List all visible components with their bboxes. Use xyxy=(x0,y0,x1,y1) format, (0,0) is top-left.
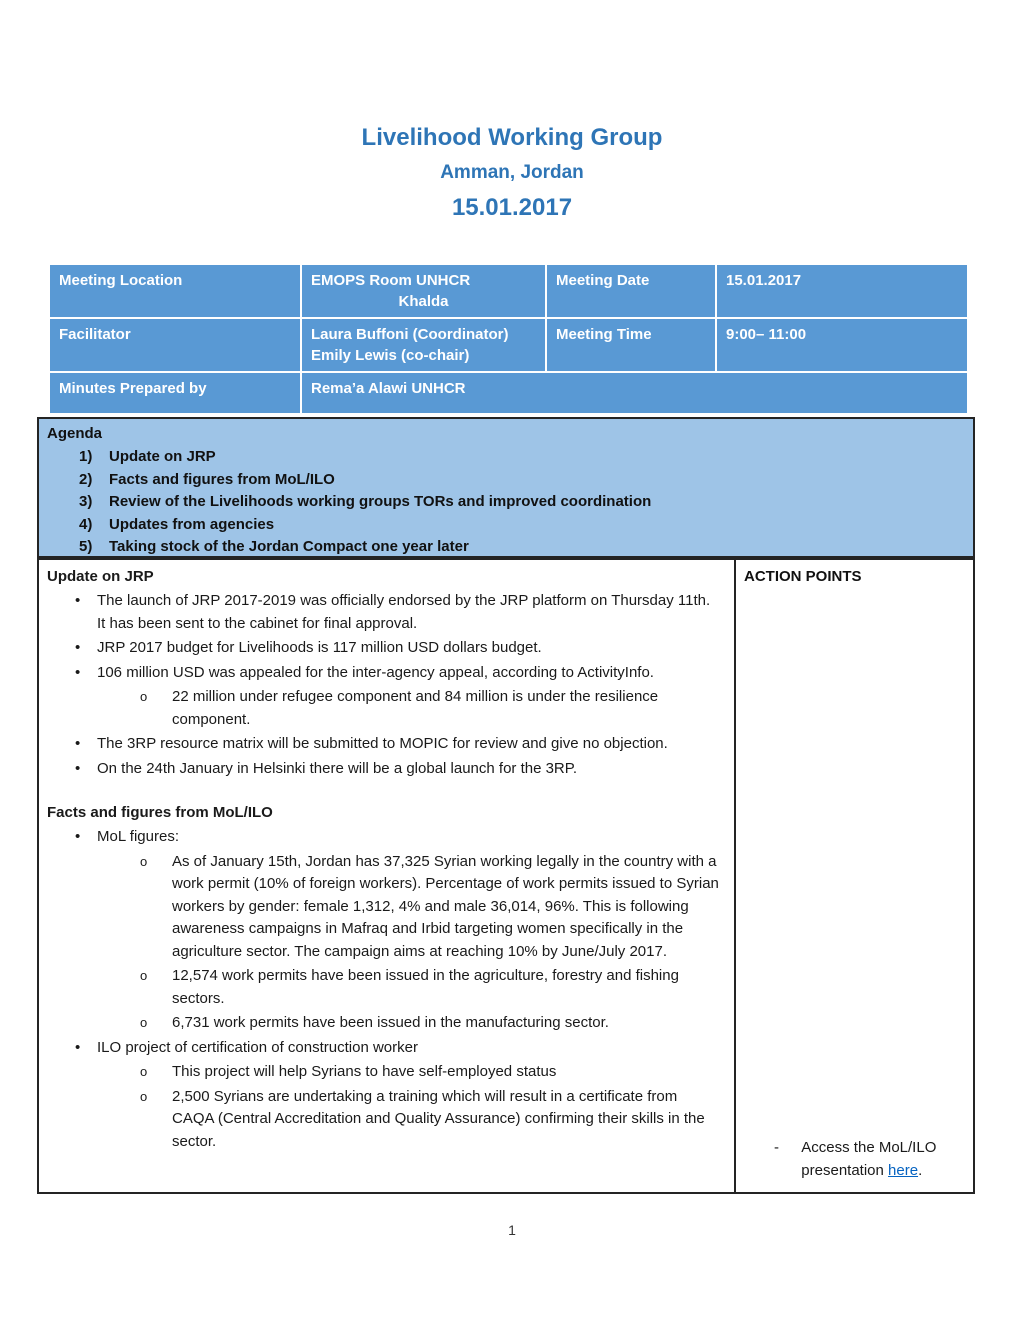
table-row xyxy=(49,372,968,414)
agenda-list xyxy=(39,446,973,559)
minutes-prepared-label: Minutes Prepared by xyxy=(49,372,301,414)
list-item: o 6,731 work permits have been issued in the manufacturing sector. xyxy=(41,1012,722,1035)
meeting-time-label: Meeting Time xyxy=(546,318,716,372)
action-note-text xyxy=(801,1136,969,1182)
facilitator-value xyxy=(301,318,546,372)
meeting-date-label: Meeting Date xyxy=(546,264,716,318)
facilitator-line1: Laura Buffoni (Coordinator) xyxy=(311,326,509,343)
section-update-jrp xyxy=(41,565,722,780)
meeting-location-line1: EMOPS Room UNHCR xyxy=(311,272,471,289)
action-note-after: . xyxy=(918,1162,923,1179)
list-item: Updates from agencies xyxy=(109,515,275,533)
list-item: o 22 million under refugee component and 84 million is under the resilience component. xyxy=(41,686,722,731)
list-item: • The launch of JRP 2017-2019 was officially endorsed by the JRP platform on Thursday 11th. It has been sent to the cabinet for final approval. xyxy=(41,590,722,635)
section-facts-figures xyxy=(41,801,722,1153)
meeting-location-line2: Khalda xyxy=(398,293,449,310)
meeting-location-label: Meeting Location xyxy=(49,264,301,318)
agenda-heading: Agenda xyxy=(47,425,103,442)
list-item: o 12,574 work permits have been issued in the agriculture, forestry and fishing sectors. xyxy=(41,965,722,1010)
table-row xyxy=(49,264,968,318)
meeting-date-value: 15.01.2017 xyxy=(716,264,968,318)
document-title: Livelihood Working Group xyxy=(361,124,663,151)
presentation-here-link[interactable]: here xyxy=(888,1162,919,1179)
document-date: 15.01.2017 xyxy=(451,194,573,221)
discussion-column xyxy=(39,560,734,1192)
action-points-heading: ACTION POINTS xyxy=(744,568,862,585)
list-item: Update on JRP xyxy=(109,448,216,465)
update-jrp-list xyxy=(41,590,722,780)
meeting-location-value xyxy=(301,264,546,318)
list-item: • MoL figures: xyxy=(41,826,722,849)
section-heading-facts-figures: Facts and figures from MoL/ILO xyxy=(47,804,273,821)
document-subtitle-location: Amman, Jordan xyxy=(440,162,584,183)
document-header xyxy=(0,124,1024,222)
facilitator-label: Facilitator xyxy=(49,318,301,372)
dash-bullet: - xyxy=(774,1139,779,1156)
action-note-before: Access the MoL/ILO presentation xyxy=(801,1139,937,1179)
list-item: • 106 million USD was appealed for the inter-agency appeal, according to ActivityInfo. xyxy=(41,662,722,685)
list-item: Review of the Livelihoods working groups TORs and improved coordination xyxy=(109,493,652,511)
section-heading-update-jrp: Update on JRP xyxy=(47,568,154,585)
list-item: Facts and figures from MoL/ILO xyxy=(109,470,335,488)
list-item: • ILO project of certification of construction worker xyxy=(41,1037,722,1060)
action-points-column xyxy=(734,560,973,1192)
facts-figures-list xyxy=(41,826,722,1153)
page-number: 1 xyxy=(508,1222,516,1238)
minutes-content-box xyxy=(37,558,975,1194)
action-note xyxy=(774,1136,969,1182)
meeting-info-table xyxy=(48,263,969,415)
list-item: • On the 24th January in Helsinki there will be a global launch for the 3RP. xyxy=(41,758,722,781)
list-item: o 2,500 Syrians are undertaking a training which will result in a certificate from CAQA (Central Accreditation and Quality Assurance) confirming their skills in the sector. xyxy=(41,1086,722,1154)
list-item: • JRP 2017 budget for Livelihoods is 117 million USD dollars budget. xyxy=(41,637,722,660)
list-item: • The 3RP resource matrix will be submitted to MOPIC for review and give no objection. xyxy=(41,733,722,756)
list-item: Taking stock of the Jordan Compact one year later xyxy=(109,538,469,556)
facilitator-line2: Emily Lewis (co-chair) xyxy=(311,347,470,364)
list-item: o As of January 15th, Jordan has 37,325 Syrian working legally in the country with a work permit (10% of foreign workers). Percentage of work permits issued to Syrian workers by gender: female 1,312, 4% and male 36,014, 96%. This is following awareness campaigns in Mafraq and Irbid targeting women specifically in the agriculture sector. The campaign aims at reaching 10% by June/July 2017. xyxy=(41,851,722,964)
list-item: o This project will help Syrians to have self-employed status xyxy=(41,1061,722,1084)
meeting-time-value: 9:00– 11:00 xyxy=(716,318,968,372)
agenda-section xyxy=(37,417,975,558)
table-row xyxy=(49,318,968,372)
minutes-prepared-value: Rema’a Alawi UNHCR xyxy=(301,372,968,414)
